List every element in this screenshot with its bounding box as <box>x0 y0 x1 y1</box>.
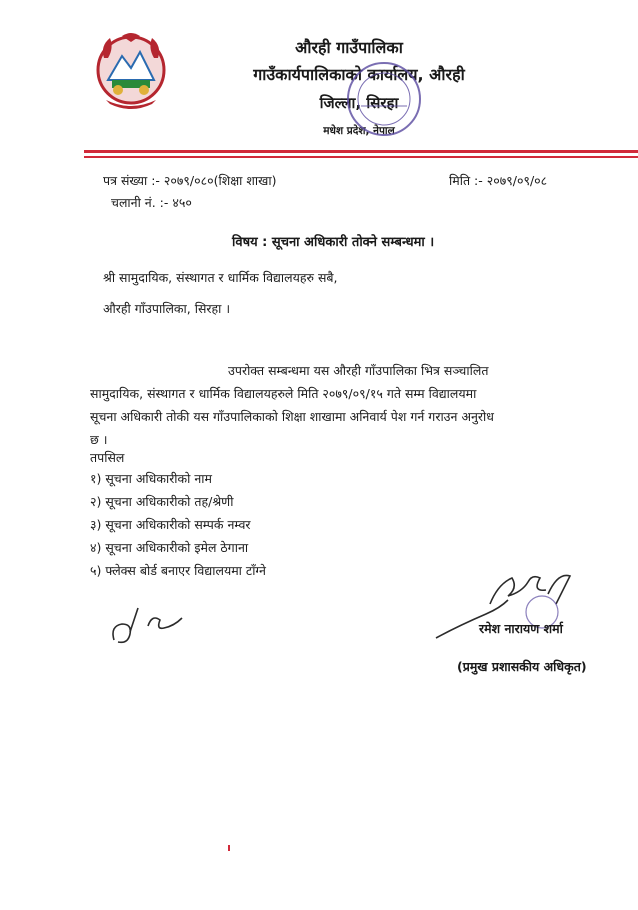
subject-line: विषय : सूचना अधिकारी तोक्ने सम्बन्धमा । <box>232 235 435 250</box>
annex-title: तपसिल <box>90 450 125 465</box>
handwritten-signature <box>428 564 588 654</box>
annex-list-item: १) सूचना अधिकारीको नाम <box>90 471 213 486</box>
dispatch-number: चलानी नं. :- ४५० <box>111 195 192 210</box>
annex-list-item: ४) सूचना अधिकारीको इमेल ठेगाना <box>90 540 249 555</box>
district-name: जिल्ला, सिरहा <box>319 94 399 112</box>
letter-date: मिति :- २०७९/०९/०८ <box>449 173 548 188</box>
annex-list-item: ५) फ्लेक्स बोर्ड बनाएर विद्यालयमा टाँग्ने <box>90 563 266 578</box>
header-rule-bottom <box>84 156 638 158</box>
handwritten-initials <box>108 596 200 656</box>
annex-list-item: ३) सूचना अधिकारीको सम्पर्क नम्वर <box>90 517 251 532</box>
addressee-line-2: औरही गाँउपालिका, सिरहा । <box>103 301 231 316</box>
org-name: औरही गाउँपालिका <box>295 38 403 57</box>
margin-mark <box>228 845 230 851</box>
office-name: गाउँकार्यपालिकाको कार्यालय, औरही <box>253 65 465 84</box>
addressee-line-1: श्री सामुदायिक, संस्थागत र धार्मिक विद्यालयहरु सबै, <box>103 270 338 285</box>
reference-number: पत्र संख्या :- २०७९/०८०(शिक्षा शाखा) <box>103 173 277 188</box>
signatory-name: रमेश नारायण शर्मा <box>479 621 563 636</box>
signatory-title: (प्रमुख प्रशासकीय अधिकृत) <box>457 659 587 674</box>
office-stamp <box>343 58 425 140</box>
body-paragraph-line: सूचना अधिकारी तोकी यस गाँउपालिकाको शिक्षा शाखामा अनिवार्य पेश गर्न गराउन अनुरोध <box>90 409 494 424</box>
body-paragraph-line: उपरोक्त सम्बन्धमा यस औरही गाँउपालिका भित्र सञ्चालित <box>228 363 489 378</box>
body-paragraph-line: छ । <box>90 432 108 447</box>
header-rule-top <box>84 150 638 153</box>
address: मधेश प्रदेश, नेपाल <box>323 125 395 137</box>
annex-list-item: २) सूचना अधिकारीको तह/श्रेणी <box>90 494 234 509</box>
body-paragraph-line: सामुदायिक, संस्थागत र धार्मिक विद्यालयहरुले मिति २०७९/०९/१५ गते सम्म विद्यालयमा <box>90 386 477 401</box>
